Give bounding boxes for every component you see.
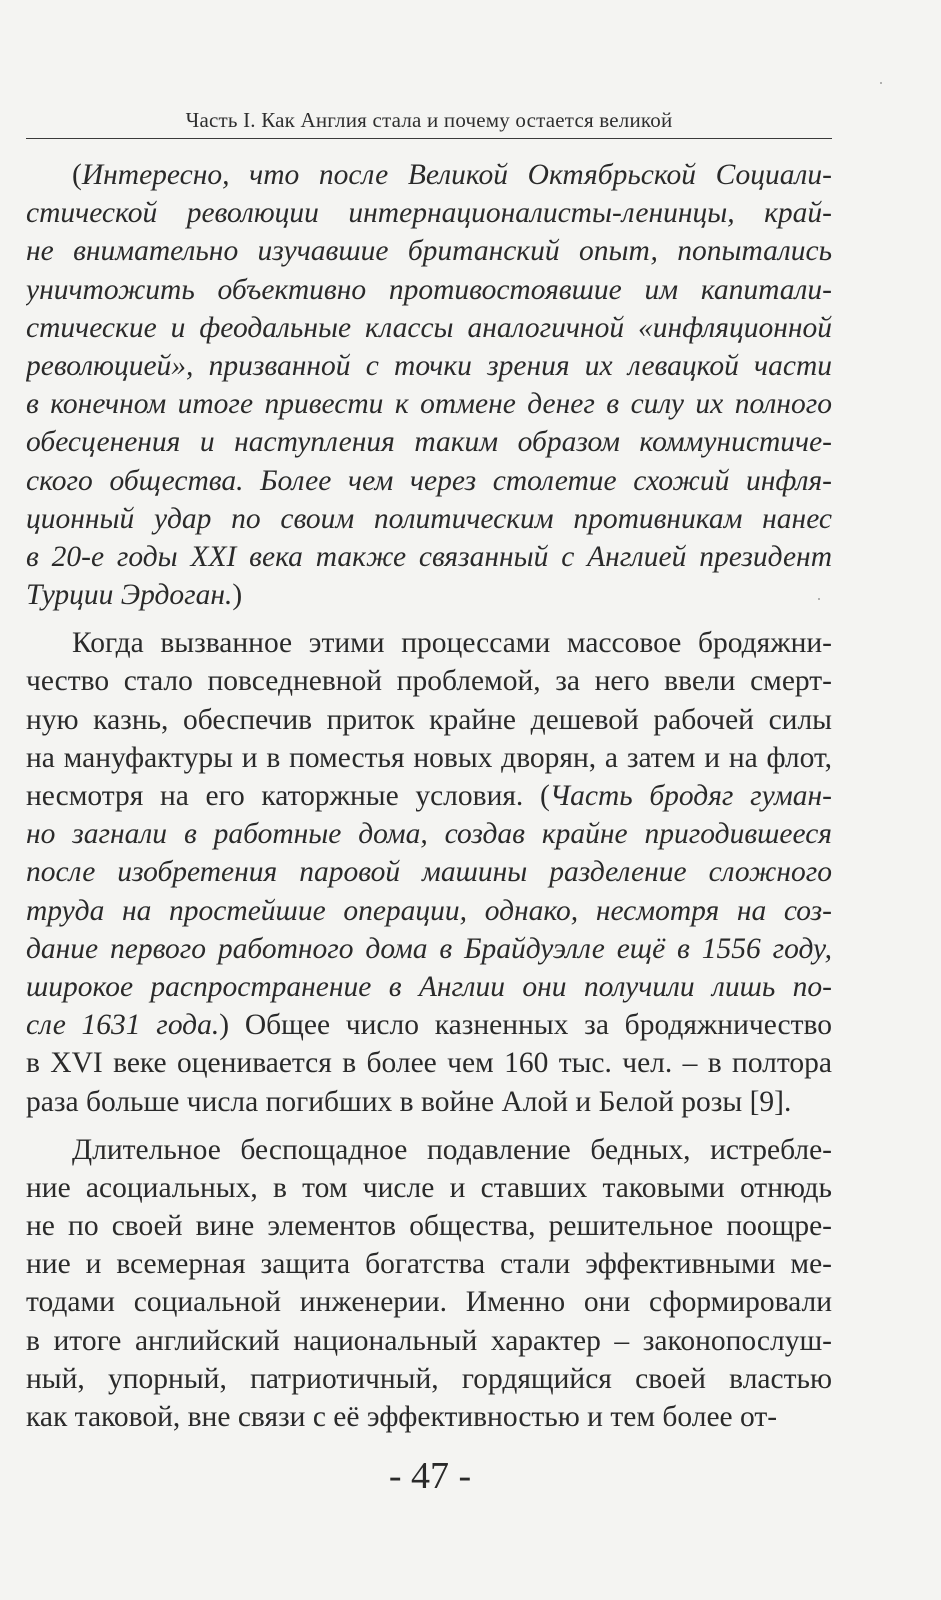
text-line <box>26 271 832 309</box>
text-line <box>26 1169 832 1207</box>
text-line <box>26 576 832 614</box>
text-line <box>26 500 832 538</box>
italic-text: в конечном итоге привести к отмене денег в силу их полного <box>26 388 832 421</box>
text-line <box>26 385 832 423</box>
text-line <box>26 309 832 347</box>
paper-speck <box>818 598 820 600</box>
text-line <box>26 1283 832 1321</box>
italic-text: после изобретения паровой машины разделение сложного <box>26 856 832 889</box>
italic-text: обесценения и наступления таким образом коммунистиче- <box>26 426 832 459</box>
italic-text: Часть бродяг гуман- <box>549 780 832 812</box>
roman-text: как таковой, вне связи с её эффективностью и тем более от- <box>26 1401 778 1433</box>
italic-text: в 20-е годы XXI века также связанный с Англией президент <box>26 540 832 573</box>
text-line <box>26 777 832 815</box>
roman-text: в итоге английский национальный характер – законопослуш- <box>26 1324 832 1357</box>
roman-text: чество стало повседневной проблемой, за него ввели смерт- <box>26 665 832 698</box>
text-line <box>26 156 832 194</box>
italic-text: революцией», призванной с точки зрения их левацкой части <box>26 349 832 382</box>
text-line <box>26 232 832 270</box>
italic-text: сле 1631 года. <box>26 1009 220 1042</box>
text-line <box>26 892 832 930</box>
text-line <box>26 1044 832 1082</box>
text-line <box>26 1322 832 1360</box>
text-line <box>26 853 832 891</box>
italic-text: стической революции интернационалисты-ленинцы, край- <box>26 197 832 230</box>
roman-text: на мануфактуры и в поместья новых дворян, а затем и на флот, <box>26 741 832 774</box>
italic-text: не внимательно изучавшие британский опыт, попытались <box>26 235 832 268</box>
roman-text: не по своей вине элементов общества, решительное поощре- <box>26 1210 832 1243</box>
italic-text: ского общества. Более чем через столетие схожий инфля- <box>26 464 832 497</box>
text-line <box>26 1360 832 1398</box>
roman-text: ние и всемерная защита богатства стали эффективными ме- <box>26 1248 832 1281</box>
page-number: - 47 - <box>388 1455 472 1497</box>
text-line <box>26 1398 832 1436</box>
text-line <box>26 1245 832 1283</box>
roman-text: Длительное беспощадное подавление бедных, истребле- <box>72 1133 832 1166</box>
text-line <box>26 739 832 777</box>
text-line <box>26 930 832 968</box>
roman-text: ный, упорный, патриотичный, гордящийся своей властью <box>26 1362 832 1395</box>
text-line <box>26 538 832 576</box>
italic-text: ционный удар по своим политическим противникам нанес <box>26 502 832 535</box>
roman-text: ( <box>72 159 82 191</box>
italic-text: стические и феодальные классы аналогичной «инфляционной <box>26 311 832 344</box>
paragraph-gap <box>26 614 832 624</box>
text-line <box>26 347 832 385</box>
roman-text: в XVI веке оценивается в более чем 160 тыс. чел. – в полтора <box>26 1047 832 1080</box>
text-line <box>26 1083 832 1121</box>
italic-text: дание первого работного дома в Брайдуэлле ещё в 1556 году, <box>26 932 832 965</box>
text-line <box>26 701 832 739</box>
body-text <box>26 156 832 1436</box>
paragraph <box>26 1131 832 1437</box>
italic-text: уничтожить объективно противостоявшие им капитали- <box>26 273 832 306</box>
roman-text: несмотря на его каторжные условия. ( <box>26 780 550 812</box>
roman-text: ) Общее число казненных за бродяжничество <box>219 1009 832 1042</box>
text-line <box>26 624 832 662</box>
text-line <box>26 1207 832 1245</box>
header-rule <box>26 138 832 139</box>
text-line <box>26 968 832 1006</box>
roman-text: ную казнь, обеспечив приток крайне дешевой рабочей силы <box>26 703 832 736</box>
italic-text: но загнали в работные дома, создав крайне пригодившееся <box>26 818 832 851</box>
text-line <box>26 423 832 461</box>
italic-text: труда на простейшие операции, однако, несмотря на соз- <box>26 894 832 927</box>
italic-text: Интересно, что после Великой Октябрьской Социали- <box>81 159 832 191</box>
text-line <box>26 462 832 500</box>
paragraph <box>26 156 832 614</box>
italic-text: широкое распространение в Англии они получили лишь по- <box>26 970 832 1003</box>
text-line <box>26 1006 832 1044</box>
paper-speck <box>880 82 882 84</box>
roman-text: Когда вызванное этими процессами массовое бродяжни- <box>72 627 832 660</box>
roman-text: раза больше числа погибших в войне Алой и Белой розы [9]. <box>26 1085 792 1118</box>
paragraph-gap <box>26 1121 832 1131</box>
roman-text: ) <box>232 579 243 612</box>
italic-text: Турции Эрдоган. <box>26 579 233 612</box>
running-header: Часть I. Как Англия стала и почему остается великой <box>185 108 673 132</box>
roman-text: тодами социальной инженерии. Именно они сформировали <box>26 1286 832 1319</box>
roman-text: ние асоциальных, в том числе и ставших таковыми отнюдь <box>26 1171 832 1204</box>
text-line <box>26 815 832 853</box>
text-line <box>26 1131 832 1169</box>
paragraph <box>26 624 832 1120</box>
text-line <box>26 662 832 700</box>
text-line <box>26 194 832 232</box>
